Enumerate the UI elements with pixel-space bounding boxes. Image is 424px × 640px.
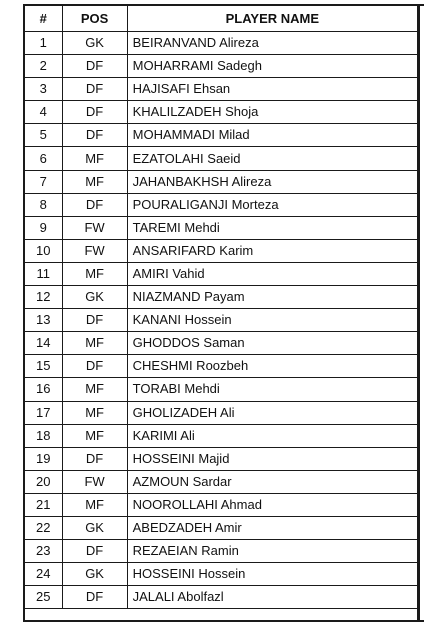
position-cell: FW — [62, 239, 127, 262]
jersey-number-cell: 1 — [25, 32, 62, 55]
jersey-number-cell: 2 — [25, 55, 62, 78]
table-row — [25, 378, 418, 401]
position-cell: MF — [62, 170, 127, 193]
player-name-cell: KARIMI Ali — [127, 424, 417, 447]
position-cell: GK — [62, 563, 127, 586]
table-row — [25, 540, 418, 563]
table-right-border — [417, 6, 420, 620]
jersey-number-cell: 8 — [25, 193, 62, 216]
jersey-number-cell: 20 — [25, 470, 62, 493]
jersey-number-cell: 18 — [25, 424, 62, 447]
position-cell: DF — [62, 586, 127, 609]
table-row — [25, 401, 418, 424]
position-cell: MF — [62, 378, 127, 401]
jersey-number-cell: 6 — [25, 147, 62, 170]
roster-body — [25, 32, 418, 609]
player-name-cell: BEIRANVAND Alireza — [127, 32, 417, 55]
position-cell: MF — [62, 332, 127, 355]
player-name-cell: GHODDOS Saman — [127, 332, 417, 355]
position-cell: MF — [62, 401, 127, 424]
table-row — [25, 355, 418, 378]
table-row — [25, 32, 418, 55]
jersey-number-cell: 23 — [25, 540, 62, 563]
table-row — [25, 516, 418, 539]
jersey-number-cell: 5 — [25, 124, 62, 147]
position-cell: DF — [62, 540, 127, 563]
roster-sheet — [23, 4, 424, 622]
table-row — [25, 78, 418, 101]
position-cell: GK — [62, 516, 127, 539]
position-cell: DF — [62, 309, 127, 332]
header-row — [25, 6, 418, 32]
player-name-cell: MOHARRAMI Sadegh — [127, 55, 417, 78]
table-row — [25, 170, 418, 193]
table-row — [25, 309, 418, 332]
position-cell: MF — [62, 147, 127, 170]
jersey-number-cell: 11 — [25, 262, 62, 285]
player-name-cell: POURALIGANJI Morteza — [127, 193, 417, 216]
jersey-number-cell: 22 — [25, 516, 62, 539]
table-row — [25, 239, 418, 262]
jersey-number-cell: 21 — [25, 493, 62, 516]
position-cell: FW — [62, 216, 127, 239]
player-name-cell: TORABI Mehdi — [127, 378, 417, 401]
player-name-cell: ANSARIFARD Karim — [127, 239, 417, 262]
player-name-cell: EZATOLAHI Saeid — [127, 147, 417, 170]
table-row — [25, 424, 418, 447]
player-name-cell: GHOLIZADEH Ali — [127, 401, 417, 424]
player-name-cell: AZMOUN Sardar — [127, 470, 417, 493]
player-name-column-header: PLAYER NAME — [127, 6, 417, 32]
position-cell: DF — [62, 101, 127, 124]
player-name-cell: TAREMI Mehdi — [127, 216, 417, 239]
position-cell: GK — [62, 286, 127, 309]
player-name-cell: HOSSEINI Majid — [127, 447, 417, 470]
position-cell: GK — [62, 32, 127, 55]
jersey-number-cell: 7 — [25, 170, 62, 193]
table-row — [25, 470, 418, 493]
position-cell: DF — [62, 78, 127, 101]
position-cell: DF — [62, 193, 127, 216]
position-column-header: POS — [62, 6, 127, 32]
player-name-cell: JAHANBAKHSH Alireza — [127, 170, 417, 193]
number-column-header: # — [25, 6, 62, 32]
table-row — [25, 332, 418, 355]
table-row — [25, 586, 418, 609]
position-cell: MF — [62, 424, 127, 447]
table-row — [25, 286, 418, 309]
table-row — [25, 216, 418, 239]
table-row — [25, 563, 418, 586]
jersey-number-cell: 10 — [25, 239, 62, 262]
player-name-cell: AMIRI Vahid — [127, 262, 417, 285]
table-row — [25, 193, 418, 216]
position-cell: DF — [62, 124, 127, 147]
jersey-number-cell: 3 — [25, 78, 62, 101]
player-name-cell: HAJISAFI Ehsan — [127, 78, 417, 101]
player-name-cell: JALALI Abolfazl — [127, 586, 417, 609]
position-cell: DF — [62, 355, 127, 378]
player-name-cell: KHALILZADEH Shoja — [127, 101, 417, 124]
player-name-cell: HOSSEINI Hossein — [127, 563, 417, 586]
jersey-number-cell: 13 — [25, 309, 62, 332]
position-cell: MF — [62, 493, 127, 516]
player-name-cell: MOHAMMADI Milad — [127, 124, 417, 147]
position-cell: DF — [62, 55, 127, 78]
table-row — [25, 147, 418, 170]
position-cell: DF — [62, 447, 127, 470]
player-name-cell: REZAEIAN Ramin — [127, 540, 417, 563]
table-row — [25, 262, 418, 285]
jersey-number-cell: 15 — [25, 355, 62, 378]
table-row — [25, 124, 418, 147]
jersey-number-cell: 14 — [25, 332, 62, 355]
player-name-cell: CHESHMI Roozbeh — [127, 355, 417, 378]
jersey-number-cell: 24 — [25, 563, 62, 586]
table-row — [25, 447, 418, 470]
jersey-number-cell: 16 — [25, 378, 62, 401]
table-row — [25, 55, 418, 78]
jersey-number-cell: 12 — [25, 286, 62, 309]
jersey-number-cell: 17 — [25, 401, 62, 424]
jersey-number-cell: 4 — [25, 101, 62, 124]
position-cell: FW — [62, 470, 127, 493]
player-name-cell: ABEDZADEH Amir — [127, 516, 417, 539]
player-name-cell: KANANI Hossein — [127, 309, 417, 332]
player-name-cell: NOOROLLAHI Ahmad — [127, 493, 417, 516]
position-cell: MF — [62, 262, 127, 285]
table-row — [25, 101, 418, 124]
jersey-number-cell: 19 — [25, 447, 62, 470]
roster-table — [25, 6, 418, 609]
player-name-cell: NIAZMAND Payam — [127, 286, 417, 309]
jersey-number-cell: 9 — [25, 216, 62, 239]
jersey-number-cell: 25 — [25, 586, 62, 609]
table-row — [25, 493, 418, 516]
